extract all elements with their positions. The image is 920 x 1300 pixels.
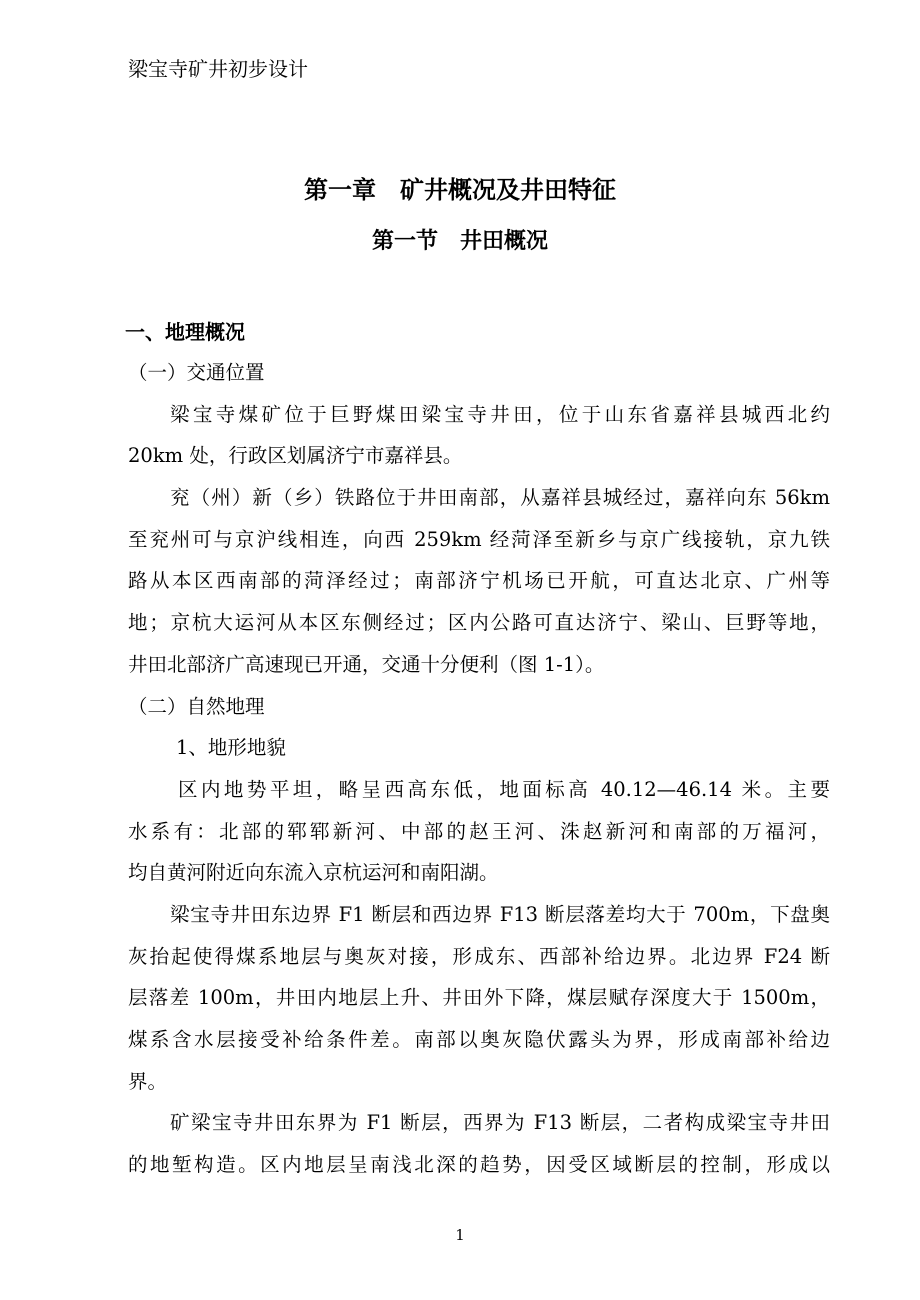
text-line: 梁宝寺煤矿位于巨野煤田梁宝寺井田，位于山东省嘉祥县城西北约 <box>170 402 830 426</box>
text-line: 20km 处，行政区划属济宁市嘉祥县。 <box>128 444 463 468</box>
subheading <box>128 352 830 394</box>
text-line: 灰抬起使得煤系地层与奥灰对接，形成东、西部补给边界。北边界 F24 断 <box>128 944 830 968</box>
running-header: 梁宝寺矿井初步设计 <box>128 57 308 81</box>
paragraph <box>128 769 830 894</box>
text-line: 梁宝寺井田东边界 F1 断层和西边界 F13 断层落差均大于 700m，下盘奥 <box>170 902 830 926</box>
paragraph <box>128 394 830 477</box>
text-line: 兖（州）新（乡）铁路位于井田南部，从嘉祥县城经过，嘉祥向东 56km <box>170 486 830 510</box>
text-line: 区内地势平坦，略呈西高东低，地面标高 40.12—46.14 米。主要 <box>178 777 830 801</box>
text-line: 路从本区西南部的菏泽经过；南部济宁机场已开航，可直达北京、广州等 <box>128 569 830 593</box>
text-line: 水系有：北部的郓郓新河、中部的赵王河、洙赵新河和南部的万福河， <box>128 819 830 843</box>
section-title: 第一节 井田概况 <box>371 229 548 254</box>
subheading <box>128 686 830 728</box>
text-line: 地；京杭大运河从本区东侧经过；区内公路可直达济宁、梁山、巨野等地， <box>128 611 830 635</box>
heading-geography: 一、地理概况 <box>125 320 245 344</box>
paragraph <box>128 894 830 1102</box>
text-line: 煤系含水层接受补给条件差。南部以奥灰隐伏露头为界，形成南部补给边 <box>128 1028 830 1051</box>
text-line: 层落差 100m，井田内地层上升、井田外下降，煤层赋存深度大于 1500m， <box>128 986 830 1010</box>
paragraph <box>128 477 830 685</box>
text-line: 1、地形地貌 <box>176 736 286 760</box>
text-line: 均自黄河附近向东流入京杭运河和南阳湖。 <box>128 861 499 885</box>
subheading <box>128 727 830 769</box>
chapter-title: 第一章 矿井概况及井田特征 <box>304 176 616 204</box>
text-line: 矿梁宝寺井田东界为 F1 断层，西界为 F13 断层，二者构成梁宝寺井田 <box>170 1111 830 1135</box>
text-line: （一）交通位置 <box>128 361 265 384</box>
text-line: 的地堑构造。区内地层呈南浅北深的趋势，因受区域断层的控制，形成以 <box>128 1153 830 1177</box>
text-line: 井田北部济广高速现已开通，交通十分便利（图 1-1）。 <box>128 652 605 676</box>
page-number: 1 <box>455 1226 465 1244</box>
text-line: 至兖州可与京沪线相连，向西 259km 经菏泽至新乡与京广线接轨，京九铁 <box>128 527 830 551</box>
text-line: （二）自然地理 <box>128 694 265 718</box>
text-line: 界。 <box>128 1069 168 1093</box>
paragraph <box>128 1102 830 1185</box>
document-body <box>128 352 830 1186</box>
